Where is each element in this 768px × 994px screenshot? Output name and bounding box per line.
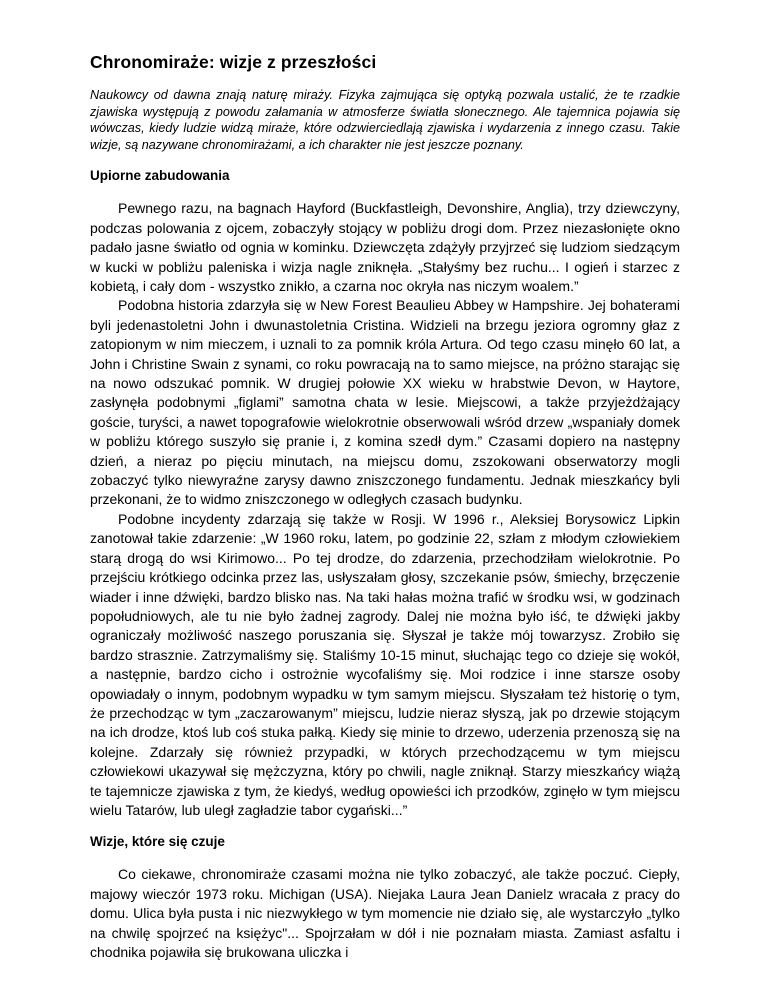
body-paragraph: Podobna historia zdarzyła się w New Forest Beaulieu Abbey w Hampshire. Jej bohaterami byli jedenastoletni John i dwunastoletnia Cristina. Widzieli na brzegu jeziora ogromny głaz z zatopionym w nim mieczem, i uznali to za pomnik króla Artura. Od tego czasu minęło 60 lat, a John i Christine Swain z synami, co roku powracają na to samo miejsce, na próżno starając się na nowo odszukać pomnik. W drugiej połowie XX wieku w hrabstwie Devon, w Haytore, zasłynęła podobnymi „figlami” samotna chata w lesie. Miejscowi, a także przyjeżdżający goście, turyści, a nawet topografowie wielokrotnie obserwowali wśród drzew „wspaniały domek w pobliżu którego suszyło się pranie i, z komina szedł dym.” Czasami dopiero na następny dzień, a nieraz po pięciu minutach, na miejscu domu, zszokowani obserwatorzy mogli zobaczyć tylko niewyraźne zarysy dawno zniszczonego fundamentu. Jednak mieszkańcy byli przekonani, że to widmo zniszczonego w odległych czasach budynku. [90,297,680,508]
body-paragraph: Pewnego razu, na bagnach Hayford (Buckfastleigh, Devonshire, Anglia), trzy dziewczyny, podczas polowania z ojcem, zobaczyły stojący w pobliżu drogi dom. Przez niezasłonięte okno padało jasne światło od ognia w kominku. Dziewczęta zdążyły przyjrzeć się ludziom siedzącym w kucki w pobliżu paleniska i wizja nagle zniknęła. „Stałyśmy bez ruchu... I ogień i starzec z kobietą, i cały dom - wszystko znikło, a czarna noc okryła nas niczym woalem.” [90,200,680,294]
section-upiorne-zabudowania [90,168,680,820]
body-paragraph: Co ciekawe, chronomiraże czasami można nie tylko zobaczyć, ale także poczuć. Ciepły, majowy wieczór 1973 roku. Michigan (USA). Niejaka Laura Jean Danielz wracała z pracy do domu. Ulica była pusta i nic niezwykłego w tym momencie nie działo się, ale wystarczyło „tylko na chwilę spojrzeć na księżyc"... Spojrzałam w dół i nie poznałam miasta. Zamiast asfaltu i chodnika pojawiła się brukowana uliczka i [90,866,680,960]
section-heading: Wizje, które się czuje [90,834,225,850]
section-heading: Upiorne zabudowania [90,168,230,184]
section-wizje-ktore-sie-czuje [90,834,680,962]
lead-paragraph: Naukowcy od dawna znają naturę miraży. Fizyka zajmująca się optyką pozwala ustalić, że te rzadkie zjawiska występują z powodu załamania w atmosferze światła słonecznego. Ale tajemnica pojawia się wówczas, kiedy ludzie widzą miraże, które odzwierciedlają zjawiska i wydarzenia z innego czasu. Takie wizje, są nazywane chronomirażami, a ich charakter nie jest jeszcze poznany. [90,88,680,152]
body-paragraph: Podobne incydenty zdarzają się także w Rosji. W 1996 r., Aleksiej Borysowicz Lipkin zanotował takie zdarzenie: „W 1960 roku, latem, po godzinie 22, szłam z młodym człowiekiem starą drogą do wsi Kirimowo... Po tej drodze, do zdarzenia, przechodziłam wielokrotnie. Po przejściu krótkiego odcinka przez las, usłyszałam głosy, szczekanie psów, śmiechy, brzęczenie wiader i inne dźwięki, bardzo blisko nas. Na taki hałas można trafić w środku wsi, w godzinach popołudniowych, ale tu nie było żadnej zagrody. Dalej nie można było iść, te dźwięki jakby ograniczały możliwość naszego poruszania się. Słyszał je także mój towarzysz. Zrobiło się bardzo strasznie. Zatrzymaliśmy się. Staliśmy 10-15 minut, słuchając tego co dzieje się wokół, a następnie, bardzo cicho i ostrożnie wycofaliśmy się. Moi rodzice i inne starsze osoby opowiadały o innym, podobnym wypadku w tym samym miejscu. Słyszałam też historię o tym, że przechodząc w tym „zaczarowanym” miejscu, ludzie nieraz słyszą, jak po drzewie stojącym na ich drodze, ktoś lub coś stuka pałką. Kiedy się minie to drzewo, uderzenia przenoszą się na kolejne. Zdarzały się również przypadki, w których przechodzącemu w tym miejscu człowiekowi ukazywał się mężczyzna, który po chwili, nagle zniknął. Starzy mieszkańcy wiążą te tajemnicze zjawiska z tym, że kiedyś, według opowieści ich przodków, zginęło w tym miejscu wielu Tatarów, lub uległ zagładzie tabor cygański...” [90,510,680,818]
document-page [90,52,680,976]
document-title: Chronomiraże: wizje z przeszłości [90,52,377,72]
